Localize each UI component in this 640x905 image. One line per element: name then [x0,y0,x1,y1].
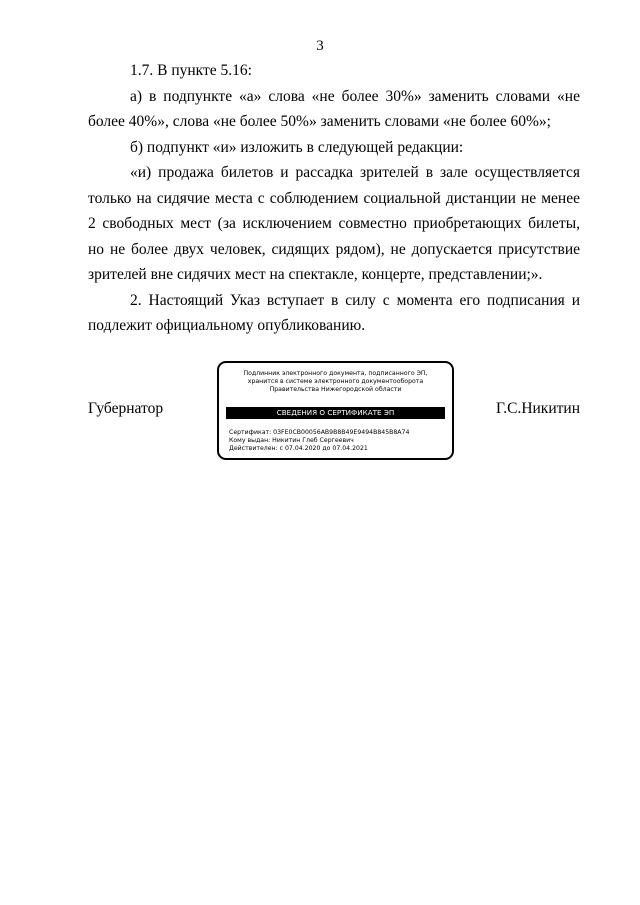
paragraph-subpoint-b: б) подпункт «и» изложить в следующей редакции: [130,138,464,156]
page-number: 3 [316,38,324,54]
signatory-position: Губернатор [88,400,164,417]
stamp-notice-line: Подлинник электронного документа, подписанного ЭП, [243,370,428,377]
stamp-issued-to: Кому выдан: Никитин Глеб Сергеевич [229,437,354,444]
stamp-validity: Действителен: с 07.04.2020 до 07.04.2021 [229,445,368,452]
stamp-notice-line: Правительства Нижегородской области [269,386,402,393]
paragraph-subpoint-i-text: «и) продажа билетов и рассадка зрителей в зале осуществляется только на сидячие места с соблюдением социальной дистанции не менее 2 свободных мест (за исключением совместно приобретающих билеты, но не более двух человек, сидящих рядом), не допускается присутствие зрителей вне сидячих мест на спектакле, концерте, представлении;». [88,164,580,283]
document-body [88,58,580,339]
stamp-notice-line: хранится в системе электронного документооборота [247,378,424,385]
paragraph-effective-date: 2. Настоящий Указ вступает в силу с момента его подписания и подлежит официальному опубликованию. [88,291,580,334]
paragraph-subpoint-a: а) в подпункте «а» слова «не более 30%» заменить словами «не более 40%», слова «не более 50%» заменить словами «не более 60%»; [88,87,580,130]
signatory-name: Г.С.Никитин [496,400,580,417]
stamp-notice [219,370,452,394]
stamp-header-bar: СВЕДЕНИЯ О СЕРТИФИКАТЕ ЭП [226,407,445,419]
stamp-details [229,429,409,453]
electronic-signature-stamp [217,361,454,460]
stamp-certificate: Сертификат: 03FE0CB00056AB9B8B49E9494B845B8A74 [229,429,410,436]
paragraph-1-7: 1.7. В пункте 5.16: [130,62,252,79]
